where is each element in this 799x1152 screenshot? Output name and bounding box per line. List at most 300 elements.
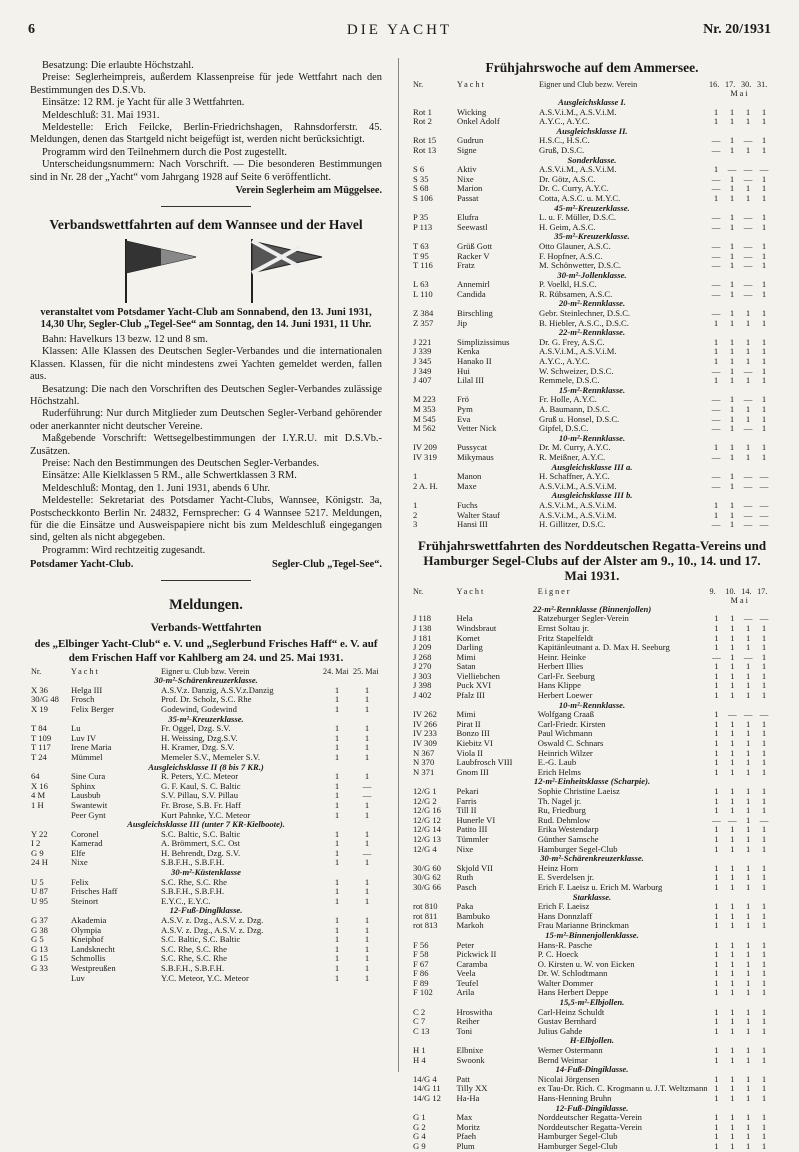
race-start-mark: 1 — [730, 651, 735, 662]
race-start-mark: 1 — [729, 442, 735, 453]
class-name: 15-m²-Rennklasse. — [558, 384, 626, 395]
yacht-name: Plum — [456, 1140, 475, 1151]
race-start-mark: 1 — [730, 920, 735, 931]
entry-number: T 116 — [413, 260, 433, 271]
entry-number: J 270 — [413, 661, 432, 672]
yacht-name: Farris — [456, 795, 477, 806]
race-start-mark: 1 — [761, 1073, 767, 1084]
race-start-mark: — — [743, 613, 753, 624]
yacht-name: Hui — [457, 365, 470, 376]
entry-number: 14/G 12 — [413, 1093, 441, 1103]
yacht-name: Kiebitz VI — [456, 738, 493, 749]
entry-number: 3 — [413, 519, 418, 530]
entry-number: IV 262 — [413, 709, 437, 720]
race-start-mark: 1 — [746, 786, 751, 796]
owner-club: A.S.V.i.M., A.S.V.i.M. — [539, 509, 617, 520]
yacht-name: Laubfrosch VIII — [456, 757, 513, 768]
entry-number: G 38 — [31, 924, 48, 935]
ammersee-title: Frühjahrswoche auf dem Ammersee. — [485, 60, 699, 75]
owner-club: Heinz Horn — [537, 862, 579, 873]
yacht-name: Olympia — [71, 924, 102, 935]
entry-number: J 221 — [413, 336, 432, 347]
race-start-mark: 1 — [714, 786, 719, 796]
race-start-mark: — — [711, 394, 721, 405]
yacht-name: Skjold VII — [456, 862, 493, 873]
entry-number: 30/G 66 — [413, 881, 441, 892]
race-start-mark: — — [743, 279, 753, 290]
entry-number: IV 319 — [413, 451, 437, 462]
race-start-mark: 1 — [714, 987, 719, 998]
race-start-mark: 1 — [729, 212, 735, 223]
owner-club: L. u. F. Müller, D.S.C. — [539, 212, 617, 223]
yacht-name: Peer Gynt — [71, 809, 106, 820]
race-start-mark: — — [362, 790, 372, 801]
paragraph: Preise: Nach den Bestimmungen des Deutschen Segler-Verbandes. — [42, 457, 320, 469]
yacht-name: Pfaeh — [456, 1131, 477, 1142]
race-start-mark: — — [743, 212, 753, 223]
race-start-mark: 1 — [713, 192, 719, 203]
race-start-mark: — — [743, 135, 753, 146]
race-start-mark: 1 — [714, 920, 719, 931]
race-start-mark: — — [711, 260, 721, 271]
race-start-mark: 1 — [730, 949, 735, 960]
race-start-mark: 1 — [745, 183, 751, 194]
section-rule — [161, 580, 251, 581]
class-name: 15,5-m²-Elbjollen. — [559, 997, 625, 1008]
race-start-mark: 1 — [746, 728, 751, 739]
race-start-mark: 1 — [761, 183, 767, 194]
class-name: Ausgleichsklasse III (unter 7 KR-Kielboote). — [127, 819, 285, 830]
owner-club: Ratzeburger Segler-Verein — [537, 613, 629, 624]
entry-number: Rot 13 — [413, 144, 437, 155]
entry-number: F 58 — [413, 949, 429, 960]
race-start-mark: 1 — [761, 987, 767, 998]
owner-club: Wolfgang Craaß — [537, 709, 595, 720]
col-yacht: Yacht — [456, 586, 486, 596]
yacht-name: Eva — [457, 413, 471, 424]
race-start-mark: 1 — [761, 786, 767, 796]
race-start-mark: 1 — [714, 1073, 719, 1084]
race-start-mark: 1 — [714, 968, 719, 979]
owner-club: Fritz Stapelfeldt — [537, 632, 594, 643]
race-start-mark: 1 — [761, 843, 767, 854]
race-start-mark: 1 — [334, 895, 340, 906]
race-start-mark: 1 — [364, 838, 370, 849]
race-start-mark: — — [759, 471, 769, 482]
race-start-mark: — — [711, 212, 721, 223]
owner-club: Otto Glauner, A.S.C. — [539, 240, 611, 251]
entry-number: M 223 — [413, 394, 436, 405]
race-start-mark: 1 — [761, 642, 767, 653]
race-start-mark: 1 — [761, 910, 767, 921]
race-start-mark: 1 — [713, 442, 719, 453]
owner-club: Fr. Brose, S.B. Fr. Haff — [161, 799, 241, 810]
yacht-name: Mümmel — [71, 751, 103, 762]
yacht-name: Ha-Ha — [456, 1093, 480, 1103]
owner-club: A. Baumann, D.S.C. — [539, 404, 610, 414]
race-start-mark: 1 — [746, 1112, 751, 1123]
race-start-mark: — — [727, 164, 737, 175]
yacht-name: Manon — [457, 471, 482, 482]
owner-club: Dr. Götz, A.S.C. — [539, 173, 596, 184]
race-start-mark: 1 — [713, 499, 719, 510]
race-start-mark: 1 — [729, 394, 735, 405]
paragraph: Meldestelle: Sekretariat des Potsdamer Yacht-Clubs, Wannsee, Königstr. 3a, Postscheckkonto Berlin Nr. 24832, Fernsprecher: G 4 Wannsee 5217. Meldungen, für die die Einsätze und Ausweispapiere nicht bis zum Meldeschluß eingegangen sind, gelten als nicht abgegeben. — [30, 495, 382, 544]
race-start-mark: 1 — [729, 346, 735, 357]
entry-number: J 402 — [413, 690, 432, 701]
yacht-name: Toni — [456, 1025, 473, 1036]
yacht-name: Helga III — [71, 684, 103, 695]
owner-club: Kapitänleutnant a. D. Max H. Seeburg — [537, 642, 670, 653]
yacht-name: Hanako II — [457, 356, 492, 367]
race-start-mark: 1 — [730, 910, 735, 921]
owner-club: Fr. Holle, A.Y.C. — [539, 394, 597, 405]
owner-club: A.Y.C., A.Y.C. — [539, 116, 590, 127]
entry-number: G 2 — [413, 1121, 426, 1132]
race-start-mark: 1 — [746, 843, 751, 854]
race-start-mark: 1 — [334, 886, 340, 897]
owner-club: Hans Donnzlaff — [537, 910, 593, 921]
race-start-mark: 1 — [761, 413, 767, 424]
col-owner: Eigner und Club bezw. Verein — [539, 80, 638, 89]
entry-number — [30, 974, 70, 984]
race-start-mark: 1 — [729, 519, 735, 530]
race-start-mark: — — [711, 451, 721, 462]
race-start-mark: — — [362, 847, 372, 858]
entry-number: Y 22 — [31, 828, 48, 839]
entry-number — [30, 811, 70, 821]
race-start-mark: 1 — [729, 221, 735, 232]
race-start-mark: 1 — [729, 423, 735, 434]
race-start-mark: 1 — [745, 192, 751, 203]
race-start-mark: 1 — [761, 738, 767, 749]
right-column — [412, 60, 772, 1151]
entry-number: Rot 15 — [413, 135, 437, 146]
owner-club: S.B.F.H., S.B.F.H. — [161, 857, 225, 868]
race-start-mark: — — [711, 173, 721, 184]
entry-number: 14/G 11 — [413, 1083, 441, 1094]
yacht-name: Steinort — [71, 895, 99, 906]
race-start-mark: 1 — [713, 336, 719, 347]
race-start-mark: 1 — [761, 958, 767, 969]
race-start-mark: 1 — [746, 824, 751, 835]
owner-club: Gruß u. Honsel, D.S.C. — [539, 413, 620, 424]
race-start-mark: 1 — [746, 670, 751, 681]
race-start-mark: 1 — [730, 661, 735, 672]
race-start-mark: 1 — [745, 308, 751, 319]
race-start-mark: — — [743, 250, 753, 261]
wannsee-intro: veranstaltet vom Potsdamer Yacht-Club am Sonnabend, den 13. Juni 1931, 14,30 Uhr, Segler-Club „Tegel-See“ am Sonntag, den 14. Juni 1931, 11 Uhr. — [40, 307, 372, 331]
owner-club: Norddeutscher Regatta-Verein — [537, 1112, 642, 1123]
race-start-mark: 1 — [730, 1073, 735, 1084]
class-name: 30-m²-Küstenklasse — [171, 867, 241, 878]
race-start-mark: 1 — [364, 943, 370, 954]
race-start-mark: 1 — [761, 451, 767, 462]
yacht-name: Vielliebchen — [456, 670, 500, 681]
race-start-mark: 1 — [334, 684, 340, 695]
owner-club: P. C. Hoeck — [537, 949, 579, 960]
col-yacht: Yacht — [71, 667, 100, 677]
owner-club: Hamburger Segel-Club — [537, 1131, 618, 1142]
race-start-mark: 1 — [364, 751, 370, 762]
owner-club: H. Schaffner, A.Y.C. — [539, 471, 610, 482]
race-start-mark: — — [743, 394, 753, 405]
owner-club: Dr. M. Curry, A.Y.C. — [539, 442, 611, 453]
page-header — [28, 22, 771, 42]
seglerheim-signature: Verein Seglerheim am Müggelsee. — [235, 185, 382, 197]
race-start-mark: 1 — [334, 809, 340, 820]
race-start-mark: 1 — [761, 872, 767, 883]
owner-club: H. Behrendt, Dzg. S.V. — [161, 847, 241, 858]
race-start-mark: 1 — [714, 901, 719, 912]
race-start-mark: 1 — [714, 670, 719, 681]
owner-club: Carl-Friedr. Kirsten — [537, 718, 606, 729]
race-start-mark: 1 — [730, 1093, 735, 1103]
race-start-mark: 1 — [714, 1093, 719, 1103]
race-start-mark: 1 — [761, 356, 767, 367]
race-start-mark: 1 — [746, 1131, 751, 1142]
wannsee-rules — [30, 334, 382, 557]
race-start-mark: 1 — [729, 404, 735, 414]
race-start-mark: — — [711, 221, 721, 232]
race-start-mark: 1 — [761, 106, 767, 117]
race-start-mark: 1 — [714, 1045, 719, 1056]
race-start-mark: 1 — [761, 1131, 767, 1142]
elbing-title: Verbands-Wettfahrten — [150, 622, 262, 635]
owner-club: E.Y.C., E.Y.C. — [161, 895, 211, 906]
race-start-mark: 1 — [729, 451, 735, 462]
yacht-name: Sphinx — [71, 780, 96, 791]
paragraph: Einsätze: Alle Kielklassen 5 RM., alle Schwertklassen 3 RM. — [42, 470, 297, 482]
yacht-name: Pickwick II — [456, 949, 497, 960]
owner-club: S.C. Rhe, S.C. Rhe — [161, 953, 227, 964]
entry-number: J 181 — [413, 632, 432, 643]
yacht-name: Pekari — [456, 786, 479, 796]
tegel-see-club-flag-icon — [252, 239, 322, 303]
race-start-mark: 1 — [729, 471, 735, 482]
race-start-mark: 1 — [729, 135, 735, 146]
owner-club: Ru, Friedburg — [537, 805, 586, 816]
race-start-mark: 1 — [334, 742, 340, 753]
entry-number: X 36 — [31, 684, 48, 695]
race-start-mark: 1 — [714, 613, 719, 624]
race-start-mark: 1 — [746, 949, 751, 960]
race-start-mark: 1 — [730, 786, 735, 796]
race-start-mark: 1 — [730, 1083, 735, 1094]
yacht-name: Frisches Haff — [71, 886, 118, 897]
race-start-mark: 1 — [364, 934, 370, 945]
owner-club: A. Brömmert, S.C. Ost — [161, 838, 241, 849]
wannsee-signatures — [30, 559, 382, 570]
owner-club: Rud. Dehmlow — [537, 814, 591, 825]
owner-club: Remmele, D.S.C. — [539, 375, 600, 386]
race-start-mark: 1 — [730, 680, 735, 691]
yacht-name: Mikymaus — [457, 451, 494, 462]
race-start-mark: — — [743, 709, 753, 720]
yacht-name: Caramba — [456, 958, 488, 969]
race-start-mark: 1 — [364, 694, 370, 705]
race-start-mark: 1 — [730, 901, 735, 912]
yacht-name: Darling — [456, 642, 483, 653]
race-start-mark: 1 — [730, 670, 735, 681]
owner-club: H. Kramer, Dzg. S.V. — [161, 742, 235, 753]
entry-number: F 89 — [413, 977, 429, 988]
race-start-mark: 1 — [714, 1006, 719, 1017]
entry-number: H 4 — [413, 1054, 426, 1065]
race-start-mark: 1 — [746, 977, 751, 988]
class-name: Ausgleichsklasse II (8 bis 7 KR.) — [148, 761, 264, 772]
race-start-mark: 1 — [746, 622, 751, 633]
race-start-mark: — — [743, 471, 753, 482]
owner-club: H. Geim, A.S.C. — [539, 221, 596, 232]
yacht-name: Viola II — [456, 747, 483, 758]
race-start-mark: 1 — [746, 718, 751, 729]
col-owner: Eigner u. Club bzw. Verein — [161, 667, 250, 677]
col-day: 17. — [725, 80, 736, 89]
race-start-mark: 1 — [730, 622, 735, 633]
race-start-mark: 1 — [714, 939, 719, 950]
yacht-name: Mimi — [456, 709, 476, 720]
race-start-mark: 1 — [364, 886, 370, 897]
race-start-mark: 1 — [364, 924, 370, 935]
race-start-mark: 1 — [746, 833, 751, 844]
race-start-mark: 1 — [761, 920, 767, 931]
race-start-mark: 1 — [729, 413, 735, 424]
race-start-mark: 1 — [746, 968, 751, 979]
race-start-mark: 1 — [730, 824, 735, 835]
owner-club: O. Kirsten u. W. von Eicken — [537, 958, 635, 969]
race-start-mark: 1 — [364, 732, 370, 743]
paragraph: Einsätze: 12 RM. je Yacht für alle 3 Wettfahrten. — [42, 97, 245, 109]
entry-number: N 370 — [413, 757, 435, 768]
race-start-mark: 1 — [334, 847, 340, 858]
race-start-mark: 1 — [746, 680, 751, 691]
race-start-mark: — — [759, 814, 769, 825]
col-day2: 25. Mai — [353, 667, 379, 677]
race-start-mark: 1 — [730, 1140, 735, 1151]
race-start-mark: 1 — [761, 394, 767, 405]
col-day: 31. — [757, 80, 768, 89]
race-start-mark: — — [743, 365, 753, 376]
yacht-name: Windsbraut — [456, 622, 497, 633]
race-start-mark: 1 — [730, 766, 735, 777]
race-start-mark: 1 — [746, 1140, 751, 1151]
owner-club: A.S.V. z. Dzg., A.S.V. z. Dzg. — [161, 915, 264, 926]
race-start-mark: 1 — [761, 375, 767, 386]
race-start-mark: 1 — [729, 365, 735, 376]
race-start-mark: 1 — [730, 1025, 735, 1036]
race-start-mark: — — [712, 651, 721, 662]
yacht-name: Racker V — [457, 250, 490, 261]
race-start-mark: 1 — [761, 346, 767, 357]
race-start-mark: 1 — [730, 872, 735, 883]
race-start-mark: 1 — [714, 642, 719, 653]
race-start-mark: 1 — [745, 116, 751, 127]
owner-club: Carl-Heinz Schuldt — [537, 1006, 605, 1017]
owner-club: Hamburger Segel-Club — [537, 843, 618, 854]
col-yacht: Yacht — [457, 80, 486, 89]
race-start-mark: 1 — [729, 356, 735, 367]
alster-title: Frühjahrswettfahrten des Norddeutschen Regatta-Vereins und Hamburger Segel-Clubs auf der Alster am 9., 10., 14. und 17. Mai 1931. — [417, 537, 767, 583]
owner-club: S.C. Baltic, S.C. Baltic — [161, 934, 241, 945]
owner-club: E. Sverdelsen jr. — [537, 872, 595, 883]
race-start-mark: 1 — [730, 805, 735, 816]
owner-club: S.B.F.H., S.B.F.H. — [161, 886, 225, 897]
owner-club: Sophie Christine Laeisz — [537, 786, 620, 796]
race-start-mark: 1 — [746, 795, 751, 806]
entry-number: rot 811 — [413, 910, 438, 921]
race-start-mark: 1 — [745, 144, 751, 155]
race-start-mark: 1 — [761, 336, 767, 347]
class-name: Ausgleichsklasse I. — [558, 97, 626, 107]
entry-number: N 367 — [413, 747, 435, 758]
race-start-mark: — — [743, 519, 753, 530]
yacht-name: Coronel — [71, 828, 99, 839]
paragraph: Meldestelle: Erich Feilcke, Berlin-Friedrichshagen, Rahnsdorferstr. 45. Meldungen, denen das Startgeld nicht beigefügt ist, werden nicht berücksichtigt. — [30, 122, 382, 146]
entry-number: 12/G 12 — [413, 814, 441, 825]
race-start-mark: 1 — [746, 1083, 751, 1094]
race-start-mark: 1 — [746, 1016, 751, 1027]
entry-number: Rot 1 — [413, 106, 432, 117]
race-start-mark: 1 — [714, 709, 719, 720]
col-day: 17. — [757, 586, 768, 596]
race-start-mark: 1 — [364, 972, 370, 983]
paragraph: Ruderführung: Nur durch Mitglieder zum Deutschen Segler-Verband gehörender oder anerkannter nicht deutscher Vereine. — [30, 408, 382, 432]
yacht-name: Veela — [456, 968, 476, 979]
entry-number: 24 H — [31, 857, 48, 868]
race-start-mark: — — [743, 509, 753, 520]
race-start-mark: 1 — [730, 958, 735, 969]
yacht-name: Pfalz III — [456, 690, 485, 701]
race-start-mark: 1 — [713, 375, 719, 386]
entry-number: T 24 — [31, 751, 47, 762]
owner-club: Gipfel, D.S.C. — [539, 423, 589, 434]
owner-club: Gustav Bernhard — [537, 1016, 597, 1027]
race-start-mark: 1 — [714, 862, 719, 873]
entry-number: L 63 — [413, 279, 429, 290]
owner-club: Erich Helms — [537, 766, 581, 777]
race-start-mark: 1 — [713, 346, 719, 357]
race-start-mark: 1 — [761, 651, 767, 662]
race-start-mark: 1 — [761, 279, 767, 290]
owner-club: Cotta, A.S.C. u. M.Y.C. — [539, 192, 621, 203]
race-start-mark: 1 — [364, 703, 370, 714]
col-day: 30. — [741, 80, 752, 89]
entry-number: 30/G 48 — [31, 694, 59, 705]
race-start-mark: 1 — [746, 642, 751, 653]
col-month: Mai — [730, 595, 750, 605]
elbing-subtitle: des „Elbinger Yacht-Club“ e. V. und „Seglerbund Frisches Haff“ e. V. auf dem Frischen Haff vor Kahlberg am 24. und 25. Mai 1931. — [34, 638, 378, 665]
race-start-mark: 1 — [761, 824, 767, 835]
col-owner: Eigner — [537, 586, 572, 596]
entry-number: F 67 — [413, 958, 429, 969]
race-start-mark: 1 — [761, 1006, 767, 1017]
alster-entries-table — [412, 587, 772, 1152]
race-start-mark: 1 — [714, 718, 719, 729]
race-start-mark: 1 — [745, 106, 751, 117]
owner-club: Frau Marianne Brinckman — [537, 920, 629, 931]
owner-club: Kurt Pahnke, Y.C. Meteor — [161, 809, 251, 820]
section-rule — [161, 206, 251, 207]
race-start-mark: 1 — [746, 814, 751, 825]
race-start-mark: 1 — [714, 1083, 719, 1094]
race-start-mark: 1 — [730, 977, 735, 988]
entry-number: J 407 — [413, 375, 432, 386]
owner-club: Prof. Dr. Scholz, S.C. Rhe — [161, 694, 252, 705]
class-name: 10-m²-Rennklasse. — [558, 699, 626, 710]
entry-number: Z 384 — [413, 308, 434, 319]
owner-club: H. Gillitzer, D.S.C. — [539, 519, 606, 530]
